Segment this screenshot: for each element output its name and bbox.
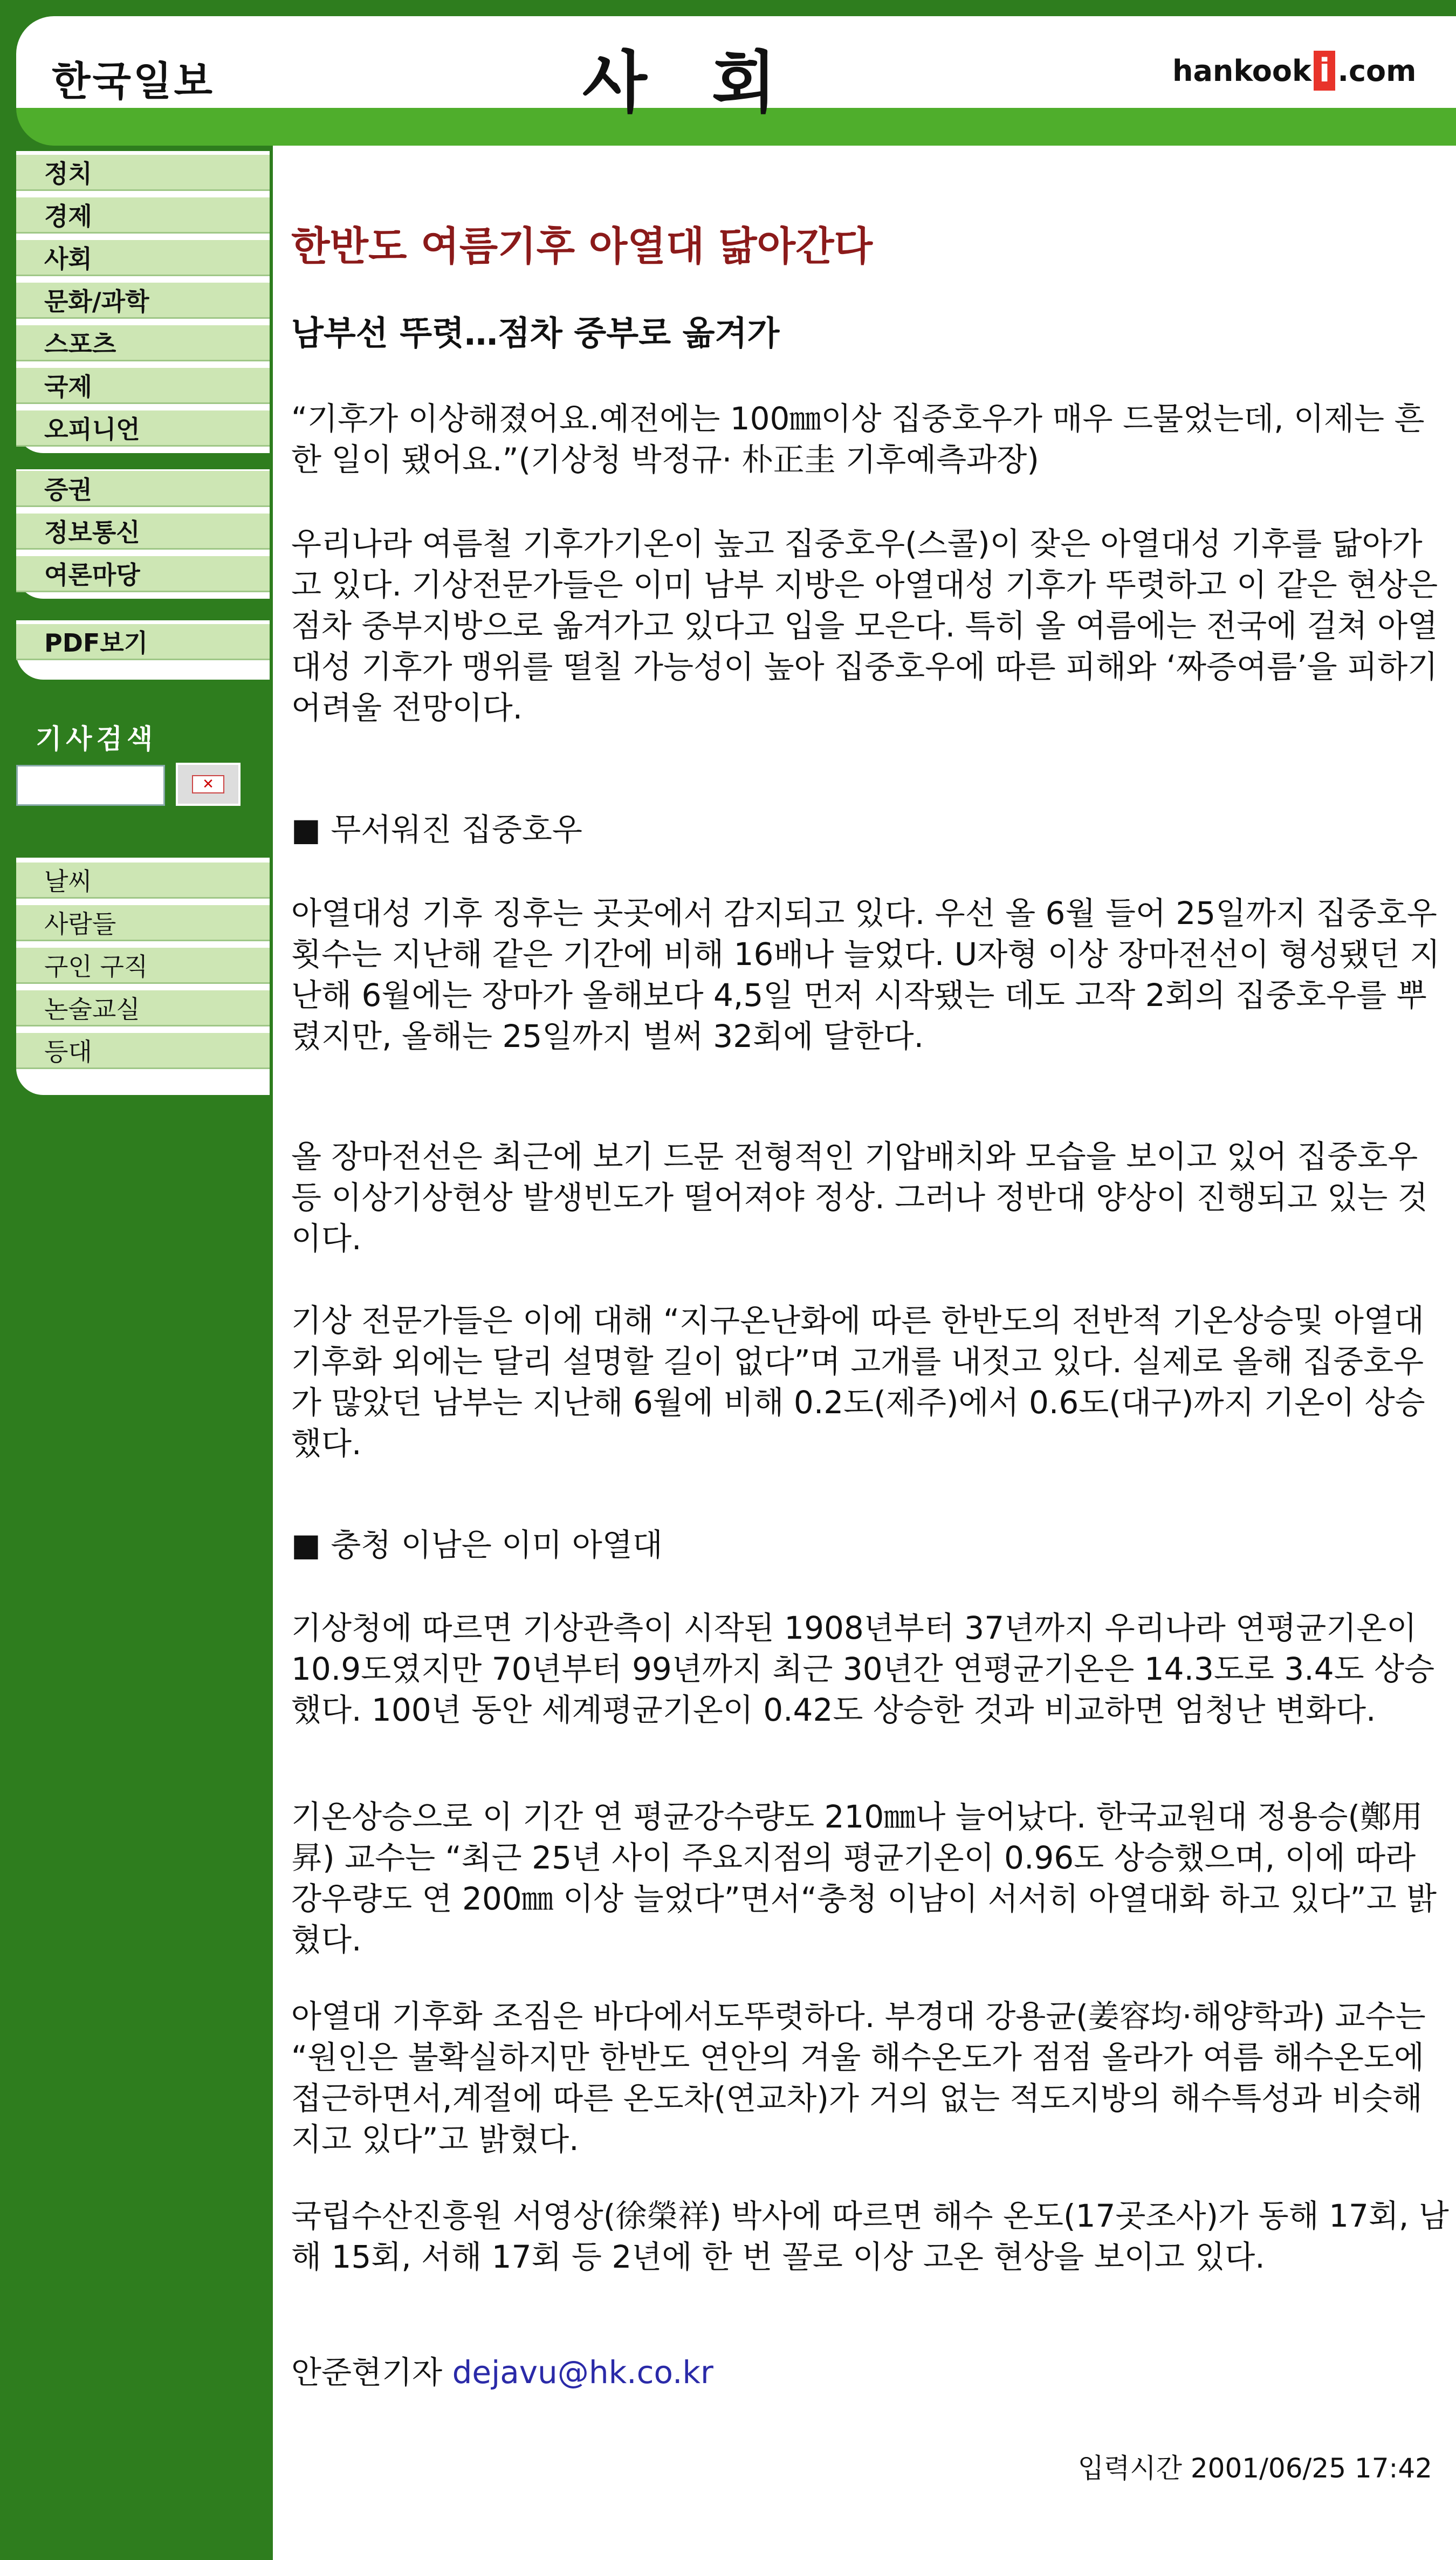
article-paragraph: 기상청에 따르면 기상관측이 시작된 1908년부터 37년까지 우리나라 연평균기온이 10.9도였지만 70년부터 99년까지 최근 30년간 연평균기온은 14.3도로 3.4도 상승했다. 100년 동안 세계평균기온이 0.42도 상승한 것과 비교하면 엄청난 변화다.: [291, 1610, 1435, 1728]
article-paragraph: 국립수산진흥원 서영상(徐榮祥) 박사에 따르면 해수 온도(17곳조사)가 동해 17회, 남해 15회, 서해 17회 등 2년에 한 번 꼴로 이상 고온 현상을 보이고 있다.: [291, 2198, 1449, 2275]
sidebar-item-opinion[interactable]: 오피니언: [16, 409, 270, 447]
search-input[interactable]: [16, 765, 165, 806]
article-paragraph: 기상 전문가들은 이에 대해 “지구온난화에 따른 한반도의 전반적 기온상승및 아열대기후화 외에는 달리 설명할 길이 없다”며 고개를 내젓고 있다. 실제로 올해 집중호우가 많았던 남부는 지난해 6월에 비해 0.2도(제주)에서 0.6도(대구)까지 기온이 상승했다.: [291, 1302, 1425, 1462]
article-paragraph: 올 장마전선은 최근에 보기 드문 전형적인 기압배치와 모습을 보이고 있어 집중호우 등 이상기상현상 발생빈도가 떨어져야 정상. 그러나 정반대 양상이 진행되고 있는 것이다.: [291, 1138, 1428, 1257]
sidebar-item-pdf[interactable]: PDF보기: [16, 622, 270, 660]
article-byline: [291, 2352, 1451, 2393]
sidebar-item-people[interactable]: 사람들: [16, 903, 270, 941]
article-timestamp: 입력시간 2001/06/25 17:42: [1077, 2453, 1432, 2484]
hankooki-logo-i: i: [1314, 51, 1336, 91]
sidebar-item-public-forum[interactable]: 여론마당: [16, 555, 270, 592]
sidebar: [0, 146, 270, 2560]
search-go-icon: ✕: [192, 775, 224, 793]
article-headline: 한반도 여름기후 아열대 닮아간다: [291, 223, 873, 270]
article-paragraph: 기온상승으로 이 기간 연 평균강수량도 210㎜나 늘어났다. 한국교원대 정용승(鄭用昇) 교수는 “최근 25년 사이 주요지점의 평균기온이 0.96도 상승했으며, 이에 따라 강우량도 연 200㎜ 이상 늘었다”면서“충청 이남이 서서히 아열대화 하고 있다”고 밝혔다.: [291, 1798, 1437, 1958]
sidebar-item-jobs[interactable]: 구인 구직: [16, 946, 270, 984]
sidebar-menu-secondary: [16, 469, 270, 599]
article-paragraph: 우리나라 여름철 기후가기온이 높고 집중호우(스콜)이 잦은 아열대성 기후를 닮아가고 있다. 기상전문가들은 이미 남부 지방은 아열대성 기후가 뚜렷하고 이 같은 현상은 점차 중부지방으로 옮겨가고 있다고 입을 모은다. 특히 올 여름에는 전국에 걸쳐 아열대성 기후가 맹위를 떨칠 가능성이 높아 집중호우에 따른 피해와 ‘짜증여름’을 피하기 어려울 전망이다.: [291, 525, 1438, 726]
section-title: 사회: [582, 44, 841, 122]
sidebar-menu-tertiary: [16, 858, 270, 1095]
article-subheadline: 남부선 뚜렷…점차 중부로 옮겨가: [291, 313, 780, 353]
hankook-ilbo-logo[interactable]: 한국일보: [52, 58, 215, 105]
article-paragraph: 아열대성 기후 징후는 곳곳에서 감지되고 있다. 우선 올 6월 들어 25일까지 집중호우 횟수는 지난해 같은 기간에 비해 16배나 늘었다. U자형 이상 장마전선이 형성됐던 지난해 6월에는 장마가 올해보다 4,5일 먼저 시작됐는 데도 고작 2회의 집중호우를 뿌렸지만, 올해는 25일까지 벌써 32회에 달한다.: [291, 895, 1440, 1055]
sidebar-item-sports[interactable]: 스포츠: [16, 324, 270, 361]
sidebar-item-politics[interactable]: 정치: [16, 153, 270, 191]
sidebar-item-essay-class[interactable]: 논술교실: [16, 989, 270, 1026]
sidebar-item-society[interactable]: 사회: [16, 238, 270, 276]
sidebar-item-weather[interactable]: 날씨: [16, 861, 270, 899]
reporter-name: 안준현기자: [291, 2354, 443, 2391]
hankooki-logo-domain: .com: [1337, 53, 1417, 88]
article-paragraph: “기후가 이상해졌어요.예전에는 100㎜이상 집중호우가 매우 드물었는데, 이제는 흔한 일이 됐어요.”(기상청 박정규· 朴正圭 기후예측과장): [291, 400, 1425, 478]
article-paragraph: 아열대 기후화 조짐은 바다에서도뚜렷하다. 부경대 강용균(姜容均·해양학과) 교수는 “원인은 불확실하지만 한반도 연안의 겨울 해수온도가 점점 올라가 여름 해수온도에 접근하면서,계절에 따른 온도차(연교차)가 거의 없는 적도지방의 해수특성과 비슷해지고 있다”고 밝혔다.: [291, 1998, 1426, 2158]
article-search-label: 기사검색: [36, 723, 157, 755]
sidebar-menu-primary: [16, 151, 270, 453]
sidebar-item-economy[interactable]: 경제: [16, 196, 270, 234]
sidebar-item-stocks[interactable]: 증권: [16, 469, 270, 507]
hankooki-logo-text: hankook: [1172, 53, 1311, 88]
sidebar-item-culture-science[interactable]: 문화/과학: [16, 281, 270, 319]
sidebar-menu-pdf: [16, 620, 270, 680]
page-header: [0, 0, 1456, 122]
article-section-heading: ■ 충청 이남은 이미 아열대: [291, 1527, 663, 1563]
sidebar-item-it[interactable]: 정보통신: [16, 512, 270, 550]
hankooki-logo[interactable]: [1172, 52, 1416, 90]
reporter-email-link[interactable]: dejavu@hk.co.kr: [452, 2354, 713, 2391]
sidebar-item-international[interactable]: 국제: [16, 366, 270, 404]
article-section-heading: ■ 무서워진 집중호우: [291, 811, 582, 848]
search-button[interactable]: [176, 763, 241, 806]
sidebar-item-lighthouse[interactable]: 등대: [16, 1031, 270, 1069]
article-content: [273, 146, 1456, 2560]
